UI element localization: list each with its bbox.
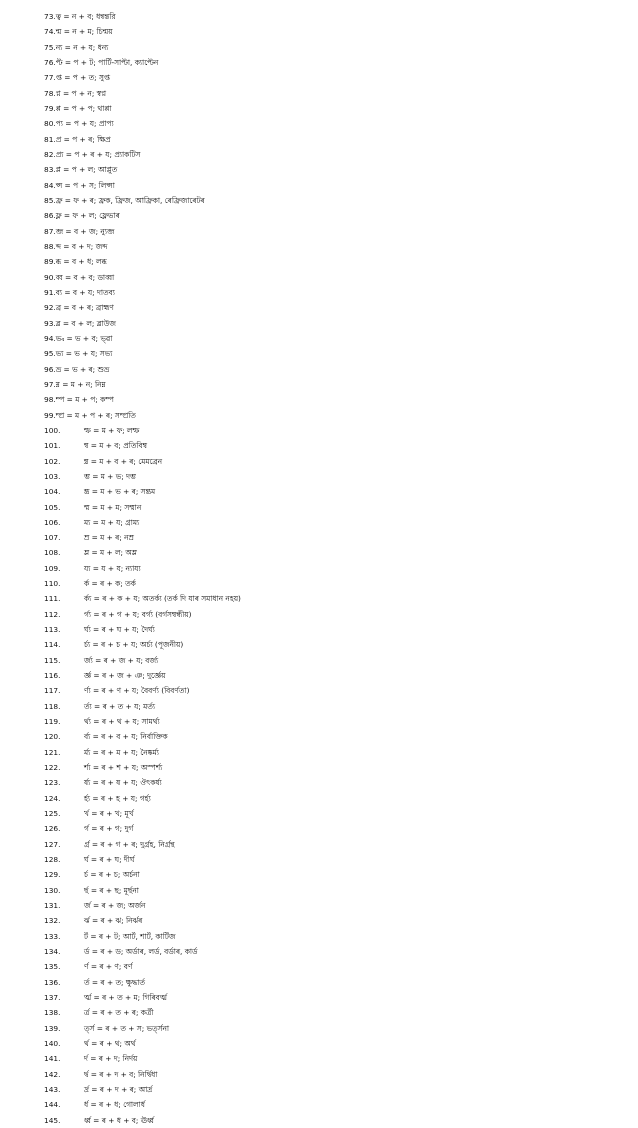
item-number: 120. [44,732,61,742]
item-text: র্ক্য = ৰ + ক + য; অতৰ্ক্য (তৰ্ক দি যাৰ সমাধান নহয়) [84,594,241,604]
item-number: 109. [44,563,61,573]
item-text: ভ্ব = ভ + ব; ভ্ৱা [55,333,113,343]
item-text: র্দ্র = ৰ + দ + ৰ; আৰ্দ্ৰ [84,1084,153,1094]
list-item [44,668,241,683]
item-text: র্থ্য = ৰ + থ + য; সামৰ্থ্য [84,717,160,727]
list-item [44,745,241,760]
item-text: ব্দ = ব + দ; জব্দ [55,241,108,251]
item-number: 106. [44,517,61,527]
list-item [44,193,241,208]
list-item [44,607,241,622]
item-number: 116. [44,671,61,681]
list-item [44,346,241,361]
item-text: প্র্য = প + ৰ + য; প্ৰ্যাকটিস [55,149,141,159]
list-item [44,331,241,346]
item-text: র্ত্ম = ৰ + ত + ম; গিৰিবৰ্ত্ম [84,993,167,1002]
list-item [44,1021,241,1036]
list-item [44,852,241,867]
item-number: 83. [44,165,56,175]
list-item [44,362,241,377]
item-number: 114. [44,640,61,650]
item-text: র্ণ = ৰ + ণ; বৰ্ণ [84,962,133,972]
item-number: 131. [44,901,61,911]
item-number: 139. [44,1023,61,1033]
list-item [44,132,241,147]
item-number: 95. [44,349,56,359]
item-number: 112. [44,609,61,619]
list-item [44,929,241,944]
list-item [44,883,241,898]
item-text: ম্ল = ম + ল; অম্ল [84,548,137,558]
item-text: র্জ্ঞ = ৰ + জ + ঞ; দুৰ্জ্ঞেয় [84,671,166,681]
item-text: ত্ব = ন + ব; ধন্বন্তরি [55,12,116,21]
item-number: 80. [44,119,56,129]
list-item [44,316,241,331]
item-number: 113. [44,625,61,635]
item-number: 92. [44,303,56,313]
list-item [44,101,241,116]
list-item [44,791,241,806]
list-item [44,86,241,101]
item-text: ম্প্র = ম + প + ৰ; সম্প্ৰতি [55,410,136,420]
item-text: র্ট = ৰ + ট; আৰ্ট, শাৰ্ট, কাৰ্টিজ [84,931,176,941]
item-text: র্গ্য = ৰ + গ + য; বৰ্গ্য (বৰ্গসম্বন্ধীয়) [84,609,192,619]
item-text: র্ব্য = ৰ + ব + য; নিৰ্বাক্তিক [84,732,168,742]
item-text: ম্ম = ম + ম; সম্মান [84,502,142,512]
item-number: 85. [44,195,56,205]
item-text: প্স = প + স; লিপ্সা [55,180,115,190]
item-text: র্ত্য = ৰ + ত + য; মৰ্ত্য [84,701,155,711]
item-number: 129. [44,870,61,880]
list-item [44,591,241,606]
list-item [44,637,241,652]
item-text: ম্ব্র = ম + ব + ৰ; মেমব্ৰেন [84,456,163,466]
item-number: 103. [44,471,61,481]
list-item [44,1051,241,1066]
list-item [44,224,241,239]
item-number: 104. [44,487,61,497]
item-text: র্ধ্ব = ৰ + ধ + ব; ঊৰ্ধ্ব [84,1115,154,1125]
item-number: 99. [44,410,56,420]
item-text: ফ্ল = ফ + ল; ফ্লেভাৰ [55,211,120,221]
item-text: র্ড = ৰ + ড; অৰ্ডাৰ, লৰ্ড, বৰ্ডাৰ, কাৰ্ড [84,947,198,957]
list-item [44,454,241,469]
list-item [44,837,241,852]
item-text: র্ঘ্য = ৰ + ঘ + য; দৈৰ্ঘ্য [84,625,155,635]
item-text: ফ্র = ফ + ৰ; ফ্ৰক, ফ্ৰিজ, আফ্ৰিকা, ৰেফ্ৰিজাৰেটৰ [55,195,205,205]
item-text: র্ধ = ৰ + ধ; গোলাৰ্ধ [84,1100,145,1110]
item-number: 135. [44,962,61,972]
item-text: র্জ্য = ৰ + জ + য; বৰ্জ্য [84,655,159,665]
list-item [44,913,241,928]
item-text: র্দ = ৰ + দ; নিৰ্দয় [84,1054,138,1064]
item-text: ব্ধ = ব + ধ; লব্ধ [55,257,107,267]
item-number: 145. [44,1115,61,1125]
list-item [44,653,241,668]
list-item [44,561,241,576]
item-number: 89. [44,257,56,267]
list-item [44,1005,241,1020]
item-number: 102. [44,456,61,466]
item-text: ম্ভ = ম + ভ; দম্ভ [84,471,136,481]
item-text: য্য = য + য; ন্যায্য [84,563,141,573]
item-number: 110. [44,579,61,589]
list-item [44,24,241,39]
list-item [44,408,241,423]
item-number: 115. [44,655,61,665]
list-item [44,239,241,254]
item-number: 88. [44,241,56,251]
item-number: 98. [44,395,56,405]
item-number: 108. [44,548,61,558]
item-number: 90. [44,272,56,282]
list-item [44,147,241,162]
item-text: ম্য = ম + য; গ্ৰাম্য [84,517,140,527]
item-text: প্য = প + য; প্রাপ্য [55,119,114,129]
item-number: 78. [44,88,56,98]
item-number: 144. [44,1100,61,1110]
item-number: 87. [44,226,56,236]
item-number: 101. [44,441,61,451]
list-item [44,898,241,913]
item-number: 122. [44,763,61,773]
list-item [44,1082,241,1097]
item-text: র্ক = ৰ + ক; তৰ্ক [84,579,136,589]
item-number: 96. [44,364,56,374]
item-number: 133. [44,931,61,941]
item-number: 141. [44,1054,61,1064]
item-text: র্ঘ = ৰ + ঘ; দীৰ্ঘ [84,855,135,865]
list-item [44,162,241,177]
item-text: প্প = প + প; থাপ্পা [55,103,112,113]
item-text: র্গ = ৰ + গ; দুৰ্গ [84,824,134,834]
item-number: 140. [44,1038,61,1048]
item-number: 121. [44,747,61,757]
item-number: 127. [44,839,61,849]
item-text: প্ট = প + ট; পার্টি-সাপ্টা, ক্যাপ্টেন [55,57,159,67]
item-text: ম্ভ্র = ম + ভ + ৰ; সম্ভ্ৰম [84,487,156,497]
list-item [44,959,241,974]
list-item [44,116,241,131]
item-number: 123. [44,778,61,788]
item-number: 91. [44,287,56,297]
item-text: র্চ = ৰ + চ; অৰ্চনা [84,870,140,880]
list-item [44,1036,241,1051]
item-text: ম্র = ম + ৰ; নম্ৰ [84,533,134,543]
item-number: 118. [44,701,61,711]
list-item [44,806,241,821]
item-text: ম্ব = ম + ব; প্রতিবিম্ব [84,441,147,451]
list-item [44,990,241,1005]
item-number: 125. [44,809,61,819]
list-item [44,254,241,269]
item-number: 132. [44,916,61,926]
item-number: 86. [44,211,56,221]
item-text: ব্র = ব + ৰ; ব্ৰাহ্মণ [55,303,114,313]
list-item [44,285,241,300]
item-text: র্থ = ৰ + থ; অৰ্থ [84,1038,136,1048]
item-text: র্ম্য = ৰ + ম + য; নৈষ্কৰ্ম্য [84,747,159,757]
item-number: 82. [44,149,56,159]
item-text: র্হ্য = ৰ + হ + য; গৰ্হ্য [84,793,151,803]
item-number: 124. [44,793,61,803]
list-item [44,545,241,560]
item-text: র্খ = ৰ + খ; মূৰ্খ [84,809,134,819]
list-item [44,622,241,637]
item-text: ন্য = ন + য; ধন্য [55,42,109,52]
item-number: 105. [44,502,61,512]
item-number: 138. [44,1008,61,1018]
list-item [44,944,241,959]
item-text: র্ত = ৰ + ত; ক্ষুদ্ধাৰ্ত [84,977,145,987]
list-item [44,469,241,484]
item-number: 100. [44,425,61,435]
item-number: 84. [44,180,56,190]
item-number: 107. [44,533,61,543]
item-number: 130. [44,885,61,895]
list-item [44,270,241,285]
list-item [44,699,241,714]
item-text: র্গ্র = ৰ + গ + ৰ; দুৰ্গ্ৰহ, নিৰ্গ্ৰন্থ [84,839,175,849]
item-number: 136. [44,977,61,987]
item-number: 142. [44,1069,61,1079]
item-text: ম্প = ম + প; কম্প [55,395,114,405]
list-item [44,515,241,530]
list-item [44,683,241,698]
list-item [44,975,241,990]
list-item [44,775,241,790]
list-item [44,867,241,882]
item-text: ব্য = ব + য; দাতব্য [55,287,115,297]
item-text: র্ঝ = ৰ + ঝ; নিৰ্ঝৰ [84,916,143,926]
item-text: র্ত্স = ৰ + ত + স; ভৰ্ত্সনা [84,1023,170,1033]
list-item [44,438,241,453]
item-number: 76. [44,57,56,67]
list-item [44,760,241,775]
item-number: 73. [44,12,56,21]
item-text: ম্ন = ম + ন; নিম্ন [55,379,106,389]
conjunct-list [44,9,241,1128]
item-number: 79. [44,103,56,113]
item-text: র্ছ = ৰ + ছ; মূৰ্ছনা [84,885,139,895]
item-number: 93. [44,318,56,328]
item-number: 134. [44,947,61,957]
item-text: র্ণ্য = ৰ + ণ + য; বৈবৰ্ণ্য (বিবৰ্ণতা) [84,686,190,696]
item-number: 74. [44,27,56,37]
list-item [44,377,241,392]
item-number: 77. [44,73,56,83]
item-text: ব্ব = ব + ব; ডাব্বা [55,272,115,282]
list-item [44,55,241,70]
list-item [44,576,241,591]
item-number: 126. [44,824,61,834]
item-text: ব্ল = ব + ল; ব্লাউজ [55,318,116,328]
item-text: ভ্র = ভ + ৰ; শুভ্ৰ [55,364,110,374]
list-item [44,208,241,223]
item-text: র্শ্য = ৰ + শ + য; অস্পৰ্শ্য [84,763,163,773]
list-item [44,300,241,315]
item-number: 117. [44,686,61,696]
item-text: র্দ্ব = ৰ + দ + ব; নিৰ্দ্বিধা [84,1069,158,1079]
item-text: র্জ = ৰ + জ; অৰ্জন [84,901,146,911]
item-text: ভ্য = ভ + য; সভ্য [55,349,113,359]
list-item [44,500,241,515]
list-item [44,1067,241,1082]
list-item [44,484,241,499]
item-number: 81. [44,134,56,144]
list-item [44,1097,241,1112]
item-text: প্ত = প + ত; সুপ্ত [55,73,110,83]
item-text: ব্জ = ব + জ; ন্যুব্জ [55,226,115,236]
item-text: প্ল = প + ল; আপ্লুত [55,165,118,175]
item-text: র্ষ্য = ৰ + ষ + য; ঔৎকৰ্ষ্য [84,778,162,788]
list-item [44,9,241,24]
item-number: 128. [44,855,61,865]
list-item [44,70,241,85]
item-number: 94. [44,333,56,343]
list-item [44,423,241,438]
item-number: 111. [44,594,61,604]
list-item [44,729,241,744]
item-text: র্চ্য = ৰ + চ + য; অৰ্চ্য (পূজনীয়) [84,640,184,650]
item-text: প্ন = প + ন; স্বপ্ন [55,88,107,98]
item-text: র্ত্র = ৰ + ত + ৰ; কৰ্ত্ৰী [84,1008,154,1018]
list-item [44,392,241,407]
list-item [44,530,241,545]
item-text: ন্ম = ন + ম; চিন্ময় [55,27,113,37]
list-item [44,40,241,55]
item-number: 137. [44,993,61,1002]
list-item [44,714,241,729]
item-number: 75. [44,42,56,52]
list-item [44,821,241,836]
list-item [44,178,241,193]
item-number: 119. [44,717,61,727]
list-item [44,1113,241,1128]
item-text: ম্ফ = ম + ফ; লম্ফ [84,425,140,435]
item-number: 97. [44,379,56,389]
item-text: প্র = প + ৰ; ক্ষিপ্ৰ [55,134,111,144]
item-number: 143. [44,1084,61,1094]
